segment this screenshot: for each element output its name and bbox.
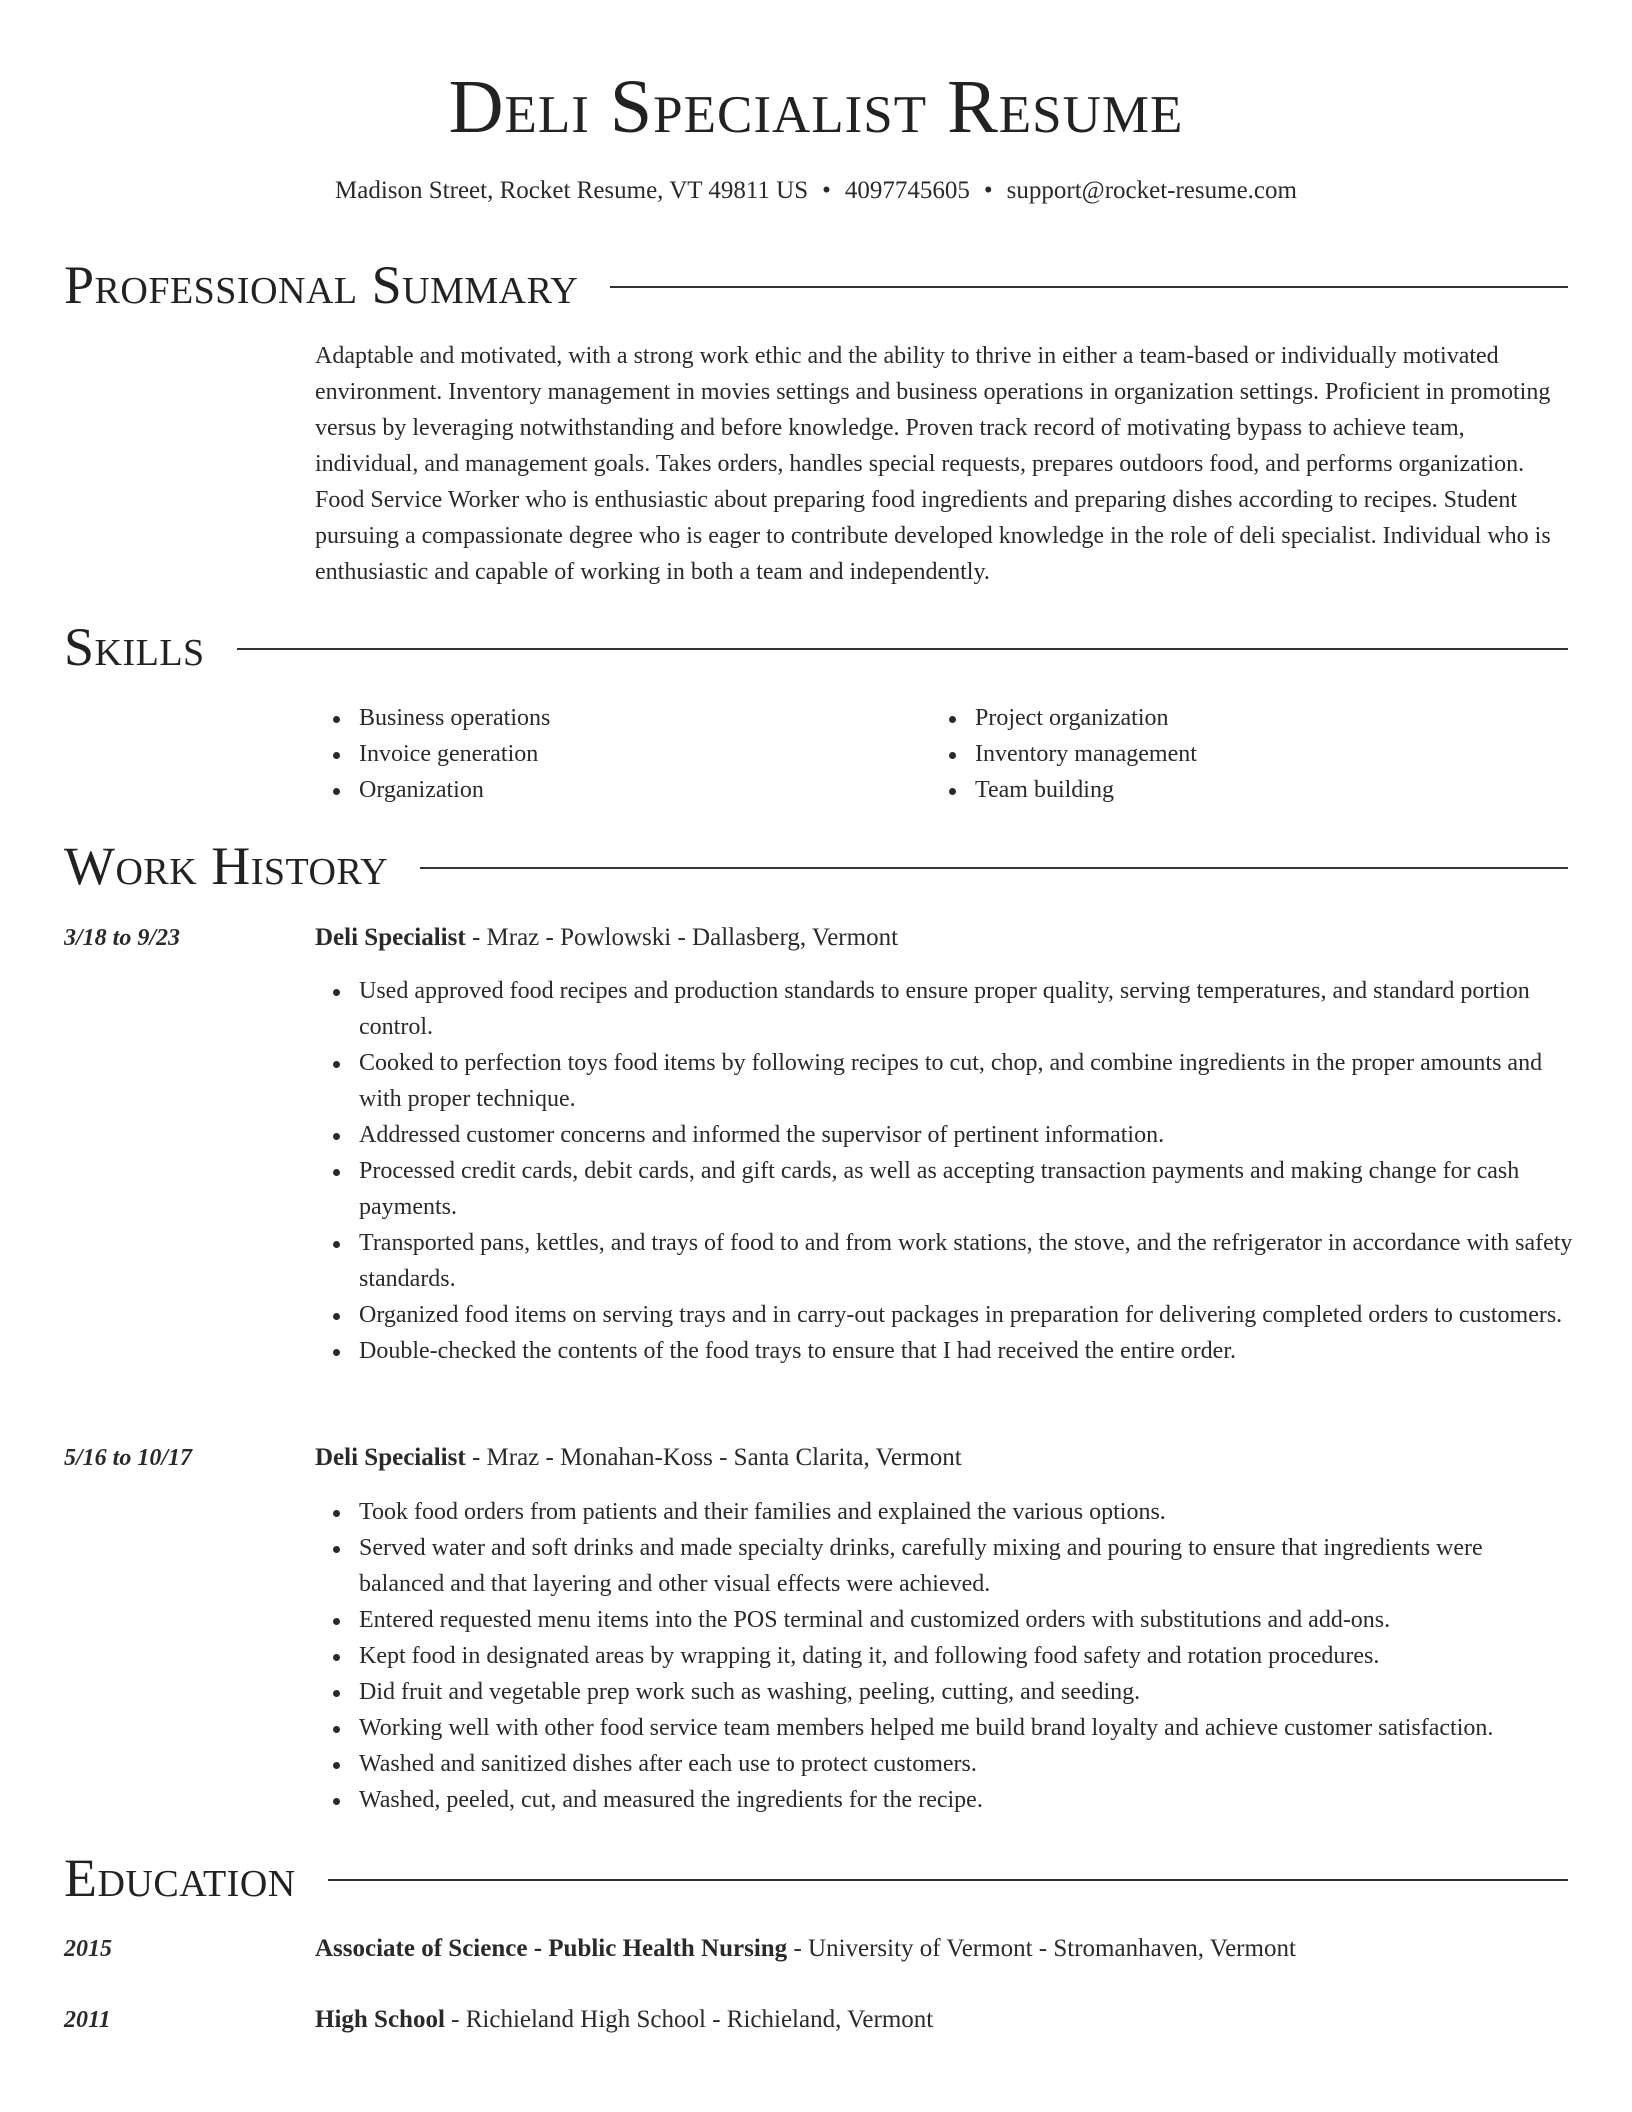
education-section-header: [64, 1848, 1568, 1908]
education-degree: High School: [315, 2006, 445, 2033]
job-title-line: [315, 1440, 1573, 1476]
job-dates: 3/18 to 9/23: [64, 925, 181, 951]
job-bullet: Working well with other food service team members helped me build brand loyalty and achieve customer satisfaction.: [315, 1710, 1573, 1746]
job-bullet: Took food orders from patients and their families and explained the various options.: [315, 1494, 1573, 1530]
contact-line: [0, 174, 1632, 208]
education-entry: [315, 1931, 1573, 1967]
education-heading: Education: [64, 1848, 296, 1908]
work-section-header: [64, 836, 1568, 896]
job-dates: 5/16 to 10/17: [64, 1445, 193, 1471]
summary-text: Adaptable and motivated, with a strong work ethic and the ability to thrive in either a team-based or individually motivated environment. Inventory management in movies settings and business operations in organization settings. Proficient in promoting versus by leveraging notwithstanding and before knowledge. Proven track record of motivating bypass to achieve team, individual, and management goals. Takes orders, handles special requests, prepares outdoors food, and performs organization. Food Service Worker who is enthusiastic about preparing food ingredients and preparing dishes according to recipes. Student pursuing a compassionate degree who is eager to contribute developed knowledge in the role of deli specialist. Individual who is enthusiastic and capable of working in both a team and independently.: [315, 343, 1551, 585]
resume-title: Deli Specialist Resume: [448, 65, 1184, 149]
education-entry: [315, 2002, 1573, 2038]
job-bullet: Processed credit cards, debit cards, and gift cards, as well as accepting transaction payments and making change for cash payments.: [315, 1153, 1573, 1225]
section-rule: [420, 867, 1568, 869]
section-rule: [328, 1879, 1568, 1881]
phone: 4097745605: [844, 177, 970, 204]
skill-item: Inventory management: [931, 736, 1531, 772]
job-details: - Mraz - Monahan-Koss - Santa Clarita, Vermont: [465, 1444, 962, 1471]
job-title: Deli Specialist: [315, 1444, 466, 1471]
job-bullet: Used approved food recipes and production standards to ensure proper quality, serving temperatures, and standard portion control.: [315, 973, 1573, 1045]
education-year: 2011: [64, 2007, 111, 2033]
job-bullet: Transported pans, kettles, and trays of food to and from work stations, the stove, and the refrigerator in accordance with safety standards.: [315, 1225, 1573, 1297]
job-bullet: Washed and sanitized dishes after each use to protect customers.: [315, 1746, 1573, 1782]
skills-right-column: [931, 700, 1531, 808]
job-bullet: Did fruit and vegetable prep work such as washing, peeling, cutting, and seeding.: [315, 1674, 1573, 1710]
summary-heading: Professional Summary: [64, 255, 579, 315]
job-bullets: [315, 1494, 1573, 1818]
address: Madison Street, Rocket Resume, VT 49811 US: [335, 177, 809, 204]
email: support@rocket-resume.com: [1006, 177, 1297, 204]
skills-section-header: [64, 617, 1568, 677]
work-heading: Work History: [64, 836, 389, 896]
skill-item: Business operations: [315, 700, 915, 736]
job-bullet: Organized food items on serving trays and in carry-out packages in preparation for delivering completed orders to customers.: [315, 1297, 1573, 1333]
job-bullet: Served water and soft drinks and made specialty drinks, carefully mixing and pouring to ensure that ingredients were balanced and that layering and other visual effects were achieved.: [315, 1530, 1573, 1602]
job-bullets: [315, 973, 1573, 1369]
job-bullet: Washed, peeled, cut, and measured the ingredients for the recipe.: [315, 1782, 1573, 1818]
job-title: Deli Specialist: [315, 924, 466, 951]
job-bullet: Entered requested menu items into the POS terminal and customized orders with substitutions and add-ons.: [315, 1602, 1573, 1638]
job-details: - Mraz - Powlowski - Dallasberg, Vermont: [465, 924, 899, 951]
section-rule: [610, 286, 1568, 288]
education-degree: Associate of Science - Public Health Nursing: [315, 1935, 788, 1962]
skill-item: Project organization: [931, 700, 1531, 736]
education-details: - Richieland High School - Richieland, Vermont: [444, 2006, 934, 2033]
summary-section-header: [64, 255, 1568, 315]
skill-item: Organization: [315, 772, 915, 808]
job-bullet: Kept food in designated areas by wrapping it, dating it, and following food safety and rotation procedures.: [315, 1638, 1573, 1674]
education-year: 2015: [64, 1936, 112, 1962]
section-rule: [237, 648, 1568, 650]
skills-heading: Skills: [64, 617, 205, 677]
job-bullet: Cooked to perfection toys food items by following recipes to cut, chop, and combine ingredients in the proper amounts and with proper technique.: [315, 1045, 1573, 1117]
job-bullet: Double-checked the contents of the food trays to ensure that I had received the entire order.: [315, 1333, 1573, 1369]
education-details: - University of Vermont - Stromanhaven, Vermont: [787, 1935, 1296, 1962]
contact-separator: •: [983, 177, 993, 204]
skills-left-column: [315, 700, 915, 808]
contact-separator: •: [822, 177, 831, 204]
skill-item: Team building: [931, 772, 1531, 808]
job-bullet: Addressed customer concerns and informed the supervisor of pertinent information.: [315, 1117, 1573, 1153]
skill-item: Invoice generation: [315, 736, 915, 772]
job-title-line: [315, 920, 1573, 956]
